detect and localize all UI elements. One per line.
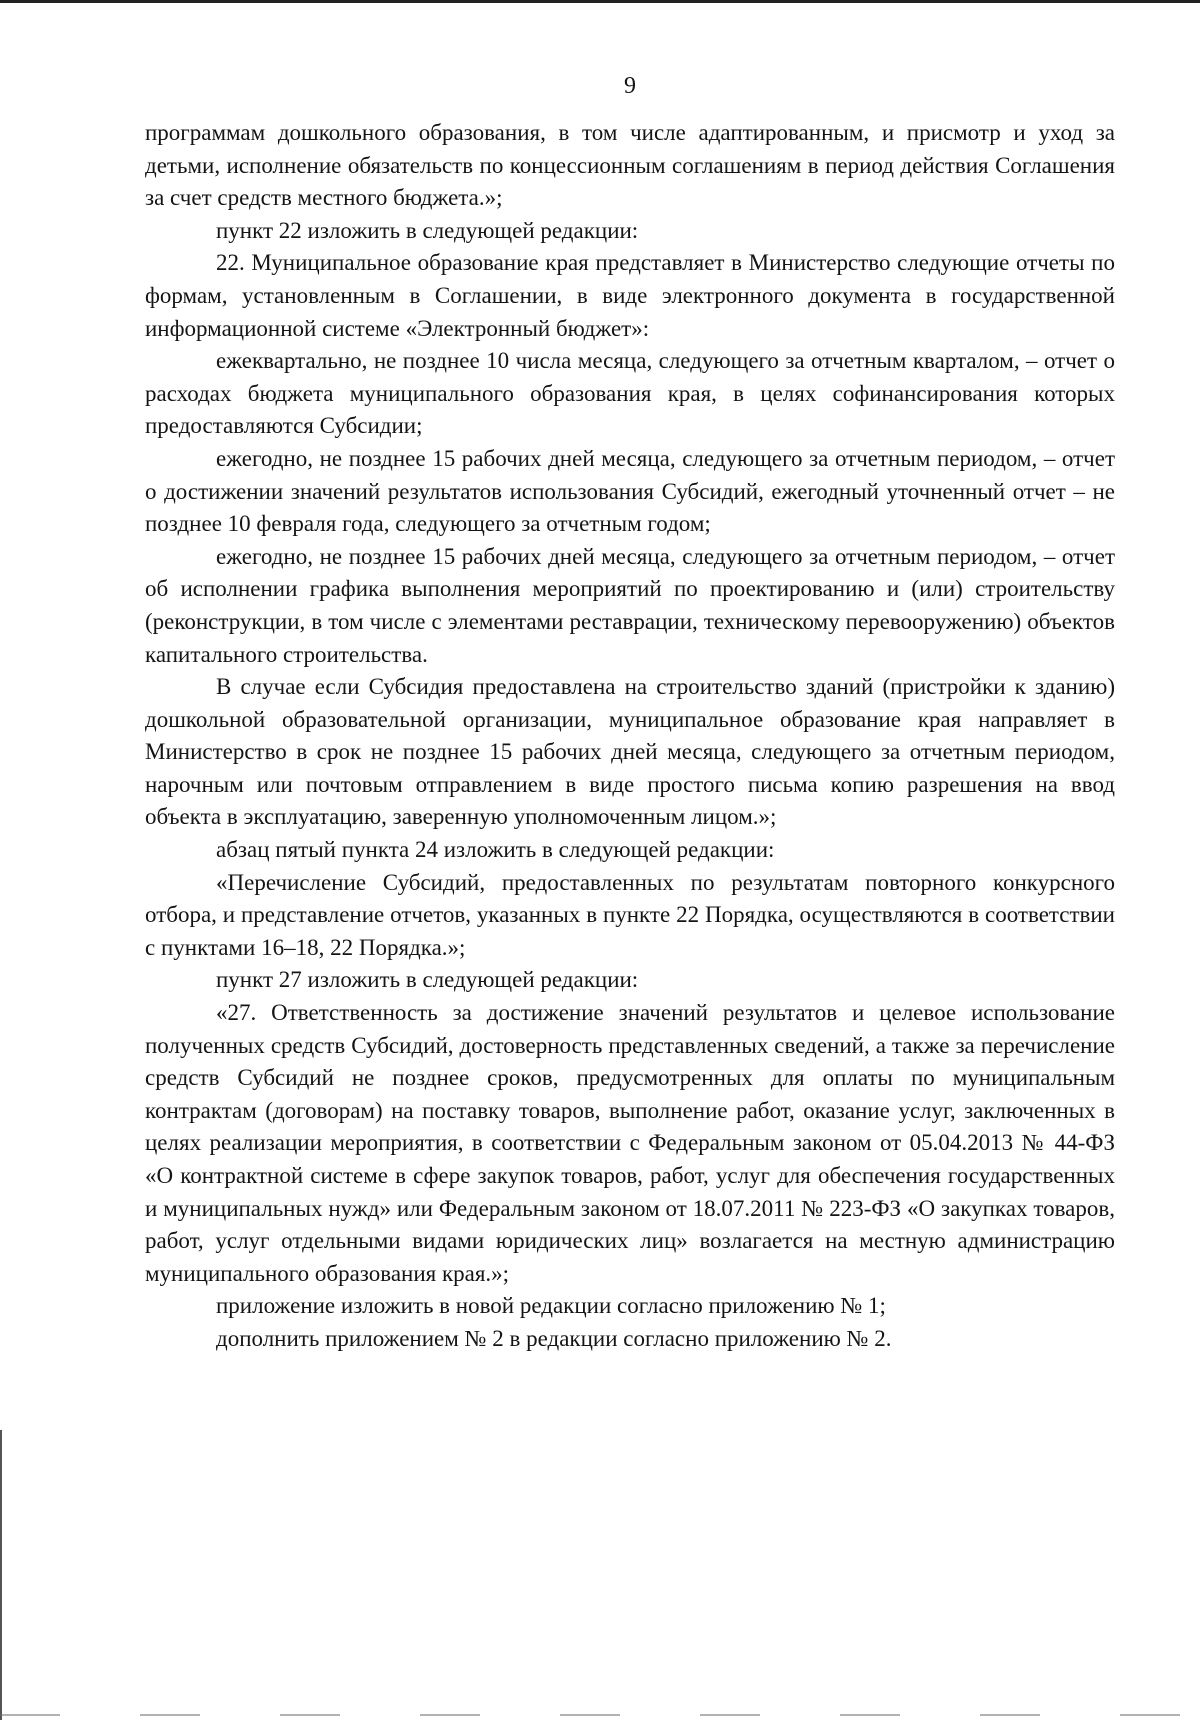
scan-edge-bottom (0, 1714, 1200, 1716)
paragraph-point-22: 22. Муниципальное образование края представляет в Министерство следующие отчеты по формам, установленным в Соглашении, в виде электронного документа в государственной информационной системе «Электронный бюджет»: (145, 250, 1115, 341)
paragraph-annual-results-report: ежегодно, не позднее 15 рабочих дней месяца, следующего за отчетным периодом, – отчет о достижении значений результатов использования Субсидий, ежегодный уточненный отчет – не позднее 10 февраля года, следующего за отчетным годом; (145, 445, 1115, 537)
scan-edge-left (0, 1430, 2, 1720)
paragraph-point-24-text: «Перечисление Субсидий, предоставленных по результатам повторного конкурсного отбора, и представление отчетов, указанных в пункте 22 Порядка, осуществляются в соответствии с пунктами 16–18, 22 Порядка.»; (145, 869, 1115, 960)
paragraph-appendix-2: дополнить приложением № 2 в редакции согласно приложению № 2. (216, 1325, 892, 1351)
paragraph-instruction-point-22: пункт 22 изложить в следующей редакции: (216, 217, 639, 243)
paragraph-instruction-point-24: абзац пятый пункта 24 изложить в следующей редакции: (216, 837, 775, 863)
paragraph-appendix-1: приложение изложить в новой редакции согласно приложению № 1; (216, 1293, 886, 1319)
scan-edge-top (0, 0, 1200, 3)
paragraph-continuation: программам дошкольного образования, в том числе адаптированным, и присмотр и уход за детьми, исполнение обязательств по концессионным соглашениям в период действия Соглашения за счет средств местного бюджета.»; (145, 120, 1115, 211)
document-body (145, 117, 1115, 1356)
paragraph-instruction-point-27: пункт 27 изложить в следующей редакции: (216, 967, 639, 993)
paragraph-construction-permit: В случае если Субсидия предоставлена на строительство зданий (пристройки к зданию) дошкольной образовательной организации, муниципальное образование края направляет в Министерство в срок не позднее 15 рабочих дней месяца, следующего за отчетным периодом, нарочным или почтовым отправлением в виде простого письма копию разрешения на ввод объекта в эксплуатацию, заверенную уполномоченным лицом.»; (145, 674, 1115, 830)
paragraph-quarterly-report: ежеквартально, не позднее 10 числа месяца, следующего за отчетным кварталом, – отчет о расходах бюджета муниципального образования края, в целях софинансирования которых предоставляются Субсидии; (145, 348, 1115, 439)
page-number: 9 (624, 73, 636, 99)
paragraph-annual-schedule-report: ежегодно, не позднее 15 рабочих дней месяца, следующего за отчетным периодом, – отчет об исполнении графика выполнения мероприятий по проектированию и (или) строительству (реконструкции, в том числе с элементами реставрации, техническому перевооружению) объектов капитального строительства. (145, 543, 1115, 667)
paragraph-point-27: «27. Ответственность за достижение значений результатов и целевое использование полученных средств Субсидий, достоверность представленных сведений, а также за перечисление средств Субсидий не позднее сроков, предусмотренных для оплаты по муниципальным контрактам (договорам) на поставку товаров, выполнение работ, оказание услуг, заключенных в целях реализации мероприятия, в соответствии с Федеральным законом от 05.04.2013 № 44-ФЗ «О контрактной системе в сфере закупок товаров, работ, услуг для обеспечения государственных и муниципальных нужд» или Федеральным законом от 18.07.2011 № 223-ФЗ «О закупках товаров, работ, услуг отдельными видами юридических лиц» возлагается на местную администрацию муниципального образования края.»; (145, 1000, 1115, 1286)
